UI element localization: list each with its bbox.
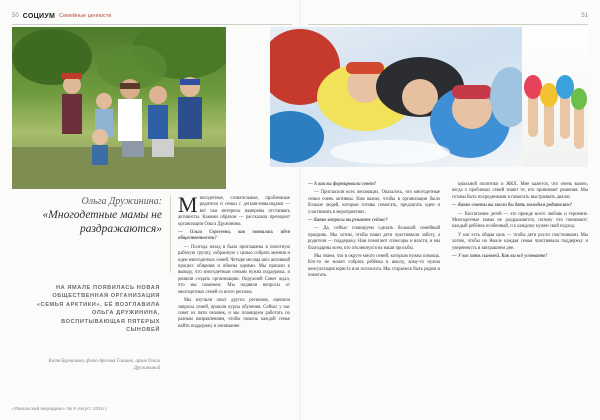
body-paragraph [308,190,440,216]
paragraph-text: — Полгода назад я была приглашена в пилотную рабочую группу, собранную с целью собрать мнения и идеи многодетных семей. Четыре месяца шёл активный процесс общения и обмена идеями. Мы пришли к выводу, что многодетным семьям нужна поддержка, и решили создать организацию. Окружной Совет ждал, что мы поможем. Мы подняли вопросы от многодетных семей со всего региона. [178,244,290,295]
interview-question [452,254,588,260]
header-rule-right [308,24,588,25]
drop-cap: М [178,192,198,217]
paragraph-text: — Какие советы вы могли бы дать молодым родителям? [452,203,572,209]
body-paragraph [308,226,440,252]
paragraph-text: — А как вы формировали совет? [308,182,377,187]
article-author-heading: Ольга Дружинина: [81,196,162,207]
painted-hands-illustration [522,27,588,167]
paragraph-text: — Ольга Сергеевна, как появилась идея общественности? [178,230,290,242]
paragraph-text: У нас есть общая цель — чтобы дети росли счастливыми. Мы хотим, чтобы на Ямале каждая семья чувствовала поддержку и уверенность в завтрашнем дне. [452,232,588,251]
body-paragraph [178,192,290,228]
page-footer: «Ямальский меридиан» № 8 Август 2016 г. [12,407,108,412]
article-headline: «Многодетные мамы не раздражаются» [42,209,162,235]
body-column-1 [178,192,290,332]
body-paragraph [178,298,290,330]
header-rule-left [12,24,292,25]
paragraph-text: Мы изучили опыт других регионов, оценили запросы семей, прошли курсы обучения. Сейчас у нас совет из пяти человек, и мы планируем работать по разным направлениям, чтобы помочь каждой семье найти поддержку и понимание. [178,298,290,329]
body-paragraph [308,254,440,280]
paragraph-text: — Пригласили всех желающих. Оказалось, что многодетные семьи очень активны. Нам важно, чтобы в организации было больше людей, которые готовы помогать, предлагать идеи и участвовать в мероприятиях. [308,190,440,215]
running-header-right [581,10,588,22]
paragraph-text: — Да, сейчас планируем сделать большой семейный праздник. Мы хотим, чтобы наши дети чувствовали заботу, а родители — поддержку. Нам помогают спонсоры и власти, и мы благодарны всем, кто откликнулся на наши просьбы. [308,226,440,251]
interview-question [308,182,440,188]
article-lead: НА ЯМАЛЕ ПОЯВИЛАСЬ НОВАЯ ОБЩЕСТВЕННАЯ ОРГАНИЗАЦИЯ «СЕМЬЯ АРКТИКИ», ЕЁ ВОЗГЛАВИЛА ОЛЬГА ДРУЖИНИНА, ВОСПИТЫВАЮЩАЯ ПЯТЕРЫХ СЫНОВЕЙ [36,285,160,334]
interview-question [452,203,588,209]
body-paragraph [452,212,588,231]
page-number-right: 51 [581,13,588,19]
snow-photo-illustration [270,27,522,167]
paragraph-text: ногодетные, сознательные, проблемные родители и семьи с детьми-инвалидами — вот чьи интересы намерены отстаивать активисты. Какими образом — рассказала президент организации Ольга Дружинина. [178,196,290,227]
paragraph-text: — Воспитание детей — это прежде всего любовь и терпение. Многодетные мамы не раздражаются, потому что понимают: каждый ребёнок особенный, и к каждому нужен свой подход. [452,211,588,230]
paragraph-text: — Какие вопросы вы решаете сейчас? [308,218,388,224]
family-photo [12,27,226,189]
painted-hands-photo [522,27,588,167]
article-title [12,196,162,236]
interview-question [178,230,290,243]
page-number-left: 50 [12,13,19,19]
body-paragraph [452,182,588,201]
body-column-3 [452,182,588,262]
body-paragraph [452,233,588,252]
family-photo-illustration [12,27,226,189]
photo-credit: Катя Бурнашова, фото Арсения Гавлина, архив Ольги Дружининой [48,359,160,371]
paragraph-text: Мы знаем, что в округе много семей, которым нужна помощь. Кто-то не может собрать ребёнка в школу, кому-то нужна консультация юриста или психолога. Мы стараемся быть рядом и помогать. [308,254,440,279]
rubric-title: Семейные ценности [59,13,112,19]
interview-question [308,218,440,224]
paragraph-text: — У вас пять сыновей. Как вы всё успеваете? [452,254,548,260]
body-column-2 [308,182,440,282]
paragraph-text: циальной политики и ЖКХ. Мне кажется, что очень важно, когда о проблемах семей знают те, кто принимает решения. Мы готовы быть посредниками и помогать выстраивать диалог. [452,182,588,200]
title-divider [170,195,171,273]
body-paragraph [178,245,290,296]
section-title: СОЦИУМ [22,12,56,20]
running-header-left [12,10,111,22]
snow-photo [270,27,522,167]
